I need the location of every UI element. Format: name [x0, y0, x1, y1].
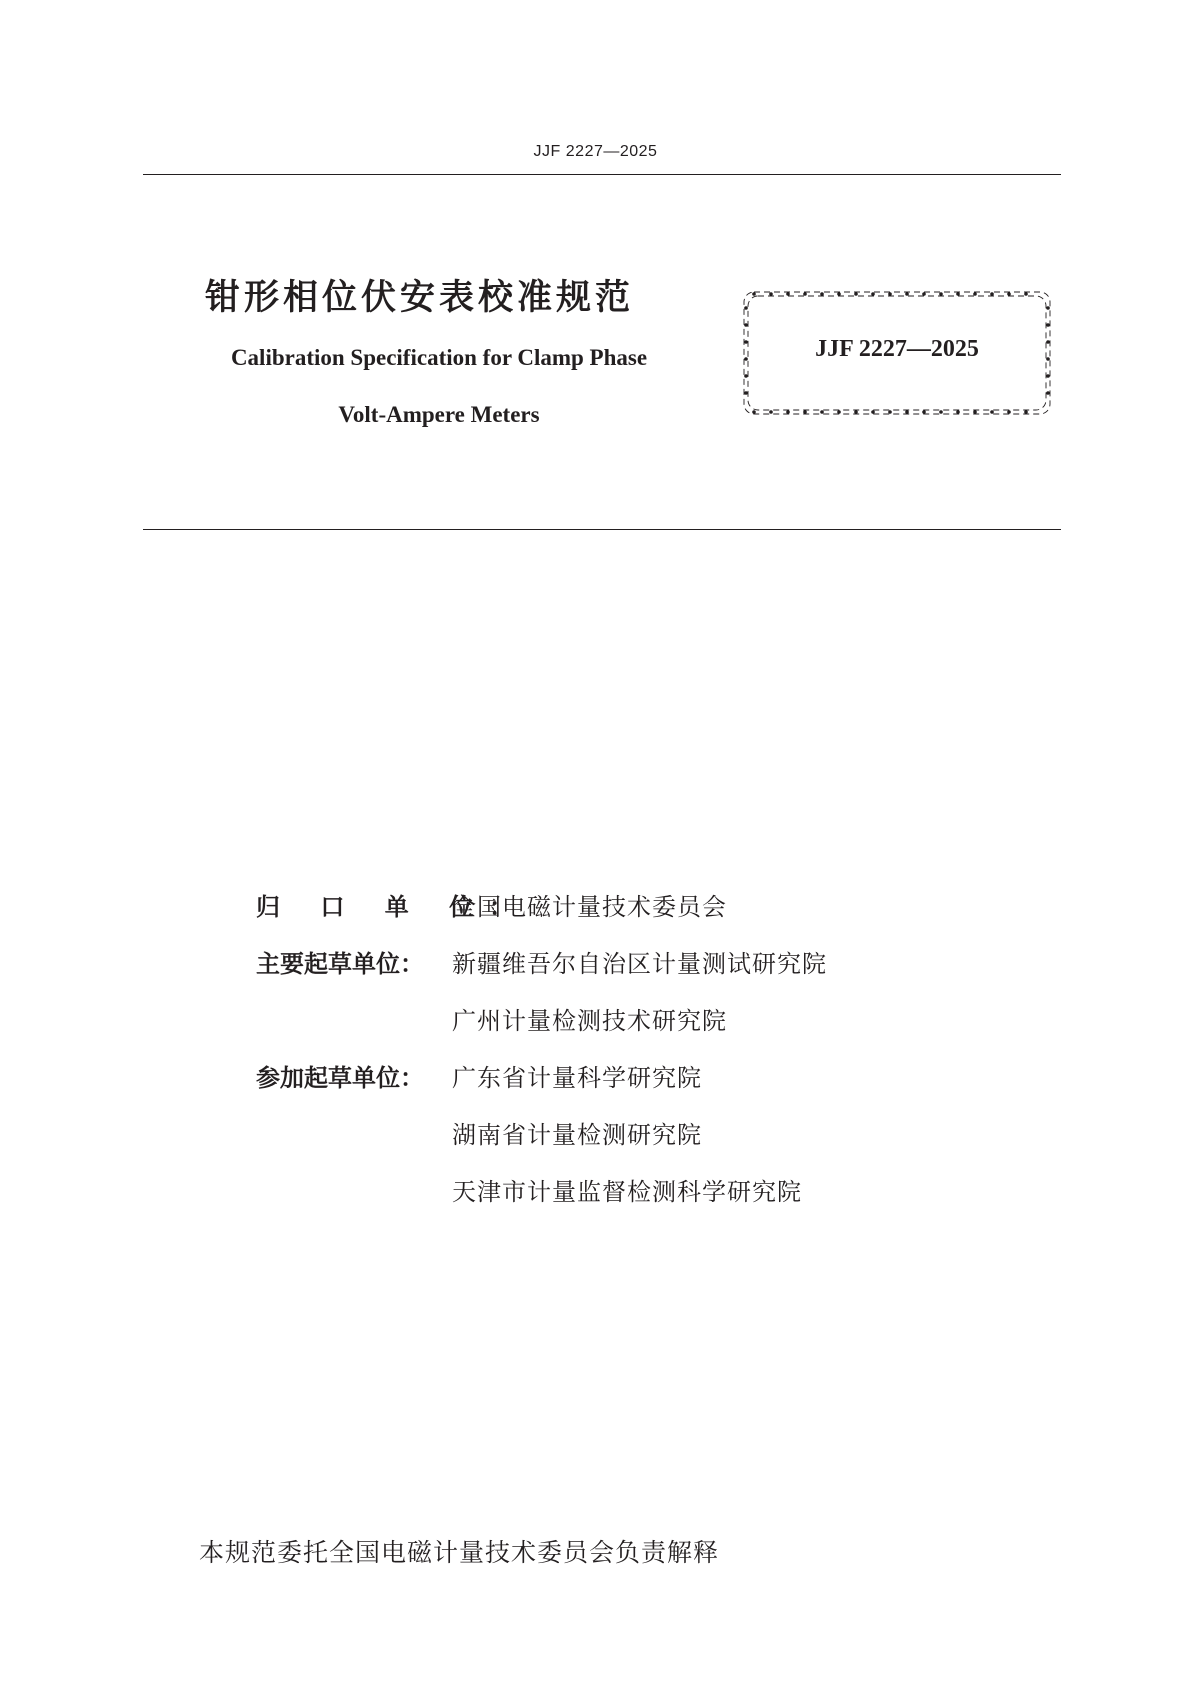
border-dot: [871, 292, 875, 296]
unit-row-responsible: [256, 887, 727, 927]
border-dot: [905, 410, 909, 414]
border-dot: [769, 410, 773, 414]
border-dot: [854, 410, 858, 414]
unit-label: 参加起草单位：: [256, 1064, 424, 1092]
border-dot: [956, 410, 960, 414]
border-dot: [939, 292, 943, 296]
border-dot: [854, 292, 858, 296]
border-dot: [1046, 323, 1050, 327]
border-dot: [888, 292, 892, 296]
header-rule: [143, 174, 1061, 175]
border-dot: [871, 410, 875, 414]
border-dot: [956, 292, 960, 296]
border-dot: [1024, 410, 1028, 414]
interpretation-note: 本规范委托全国电磁计量技术委员会负责解释: [199, 1538, 720, 1567]
unit-row-main-drafting-2: [256, 1001, 727, 1041]
border-dot: [803, 410, 807, 414]
border-dot: [1046, 374, 1050, 378]
border-dot: [1024, 292, 1028, 296]
unit-value: 新疆维吾尔自治区计量测试研究院: [452, 950, 827, 978]
border-dot: [1007, 410, 1011, 414]
border-dot: [888, 410, 892, 414]
standard-code-box-text: JJF 2227—2025: [815, 336, 979, 362]
unit-label: 归 口 单 位：: [256, 893, 530, 921]
border-dot: [837, 292, 841, 296]
border-dot: [769, 292, 773, 296]
border-dot: [786, 410, 790, 414]
border-dot: [973, 410, 977, 414]
border-dot: [1007, 292, 1011, 296]
border-dot: [939, 410, 943, 414]
border-dot: [744, 306, 748, 310]
border-dot: [752, 292, 756, 296]
border-dot: [1046, 306, 1050, 310]
title-chinese: 钳形相位伏安表校准规范: [205, 278, 635, 318]
unit-row-main-drafting: [256, 944, 827, 984]
border-dot: [973, 292, 977, 296]
unit-value: 全国电磁计量技术委员会: [452, 893, 727, 921]
border-dot: [820, 292, 824, 296]
standard-code-box: [741, 289, 1053, 417]
border-dot: [752, 410, 756, 414]
title-english-line2: Volt-Ampere Meters: [338, 402, 540, 427]
title-section-rule: [143, 529, 1061, 530]
border-dot: [744, 391, 748, 395]
border-dot: [990, 292, 994, 296]
unit-value: 广东省计量科学研究院: [452, 1064, 702, 1092]
border-dot: [744, 374, 748, 378]
unit-value: 广州计量检测技术研究院: [452, 1007, 727, 1035]
border-dot: [922, 410, 926, 414]
border-dot: [922, 292, 926, 296]
border-dot: [905, 292, 909, 296]
unit-value: 湖南省计量检测研究院: [452, 1121, 702, 1149]
border-dot: [837, 410, 841, 414]
border-dot: [786, 292, 790, 296]
border-dot: [820, 410, 824, 414]
unit-row-participating: [256, 1058, 702, 1098]
title-english-line1: Calibration Specification for Clamp Phase: [230, 345, 648, 370]
border-dot: [1046, 391, 1050, 395]
unit-row-participating-2: [256, 1115, 702, 1155]
header-standard-code: JJF 2227—2025: [533, 143, 658, 160]
border-dot: [990, 410, 994, 414]
unit-value: 天津市计量监督检测科学研究院: [452, 1178, 802, 1206]
unit-label: 主要起草单位：: [256, 950, 424, 978]
border-dot: [744, 323, 748, 327]
border-dot: [803, 292, 807, 296]
unit-row-participating-3: [256, 1172, 802, 1212]
